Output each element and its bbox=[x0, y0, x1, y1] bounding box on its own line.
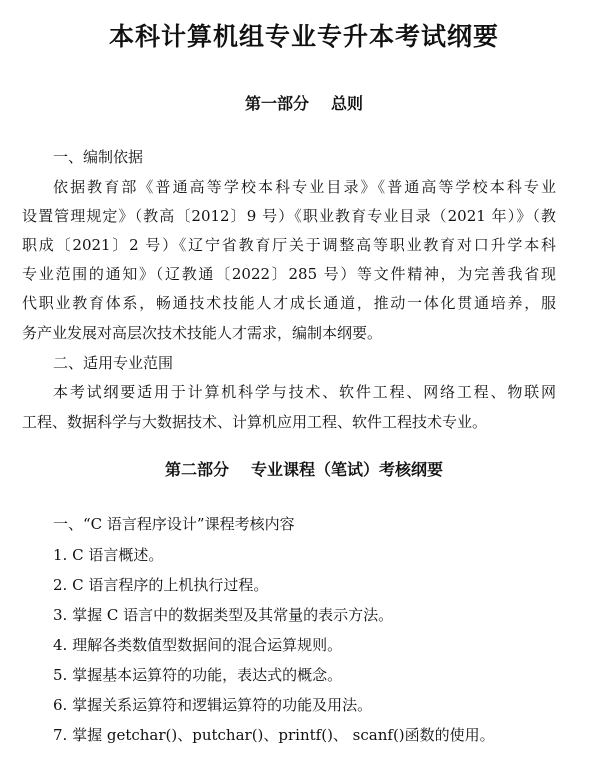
paragraph-line: 务产业发展对高层次技术技能人才需求，编制本纲要。 bbox=[22, 324, 383, 342]
part2-name: 专业课程（笔试）考核纲要 bbox=[251, 460, 444, 479]
list-item: 2. C 语言程序的上机执行过程。 bbox=[53, 576, 269, 594]
paragraph-line: 依据教育部《普通高等学校本科专业目录》《普通高等学校本科专业 bbox=[53, 178, 556, 196]
list-item: 6. 掌握关系运算符和逻辑运算符的功能及用法。 bbox=[53, 696, 373, 714]
part1-label: 第一部分 bbox=[244, 94, 309, 113]
list-item: 7. 掌握 getchar()、putchar()、printf()、 scanf()函数的使用。 bbox=[53, 726, 495, 744]
document-title: 本科计算机组专业专升本考试纲要 bbox=[108, 22, 499, 51]
paragraph-line: 设置管理规定》（教高〔2012〕9 号）《职业教育专业目录（2021 年）》（教 bbox=[22, 207, 556, 225]
paragraph-line: 代职业教育体系，畅通技术技能人才成长通道，推动一体化贯通培养，服 bbox=[22, 294, 556, 312]
section-heading-basis: 一、编制依据 bbox=[53, 148, 144, 166]
part1-heading bbox=[0, 92, 608, 116]
paragraph-line: 职成〔2021〕2 号）《辽宁省教育厅关于调整高等职业教育对口升学本科 bbox=[22, 236, 556, 254]
part1-name: 总则 bbox=[331, 94, 364, 113]
paragraph-line: 本考试纲要适用于计算机科学与技术、软件工程、网络工程、物联网 bbox=[53, 383, 556, 401]
paragraph-line: 工程、数据科学与大数据技术、计算机应用工程、软件工程技术专业。 bbox=[22, 413, 488, 431]
part2-label: 第二部分 bbox=[164, 460, 229, 479]
part2-heading bbox=[0, 458, 608, 482]
section-heading-scope: 二、适用专业范围 bbox=[53, 354, 174, 372]
section-heading-c-course: 一、“C 语言程序设计”课程考核内容 bbox=[53, 515, 295, 533]
paragraph-line: 专业范围的通知》（辽教通〔2022〕285 号）等文件精神，为完善我省现 bbox=[22, 265, 556, 283]
list-item: 3. 掌握 C 语言中的数据类型及其常量的表示方法。 bbox=[53, 606, 394, 624]
list-item: 4. 理解各类数值型数据间的混合运算规则。 bbox=[53, 636, 343, 654]
list-item: 5. 掌握基本运算符的功能，表达式的概念。 bbox=[53, 666, 343, 684]
list-item: 1. C 语言概述。 bbox=[53, 546, 164, 564]
